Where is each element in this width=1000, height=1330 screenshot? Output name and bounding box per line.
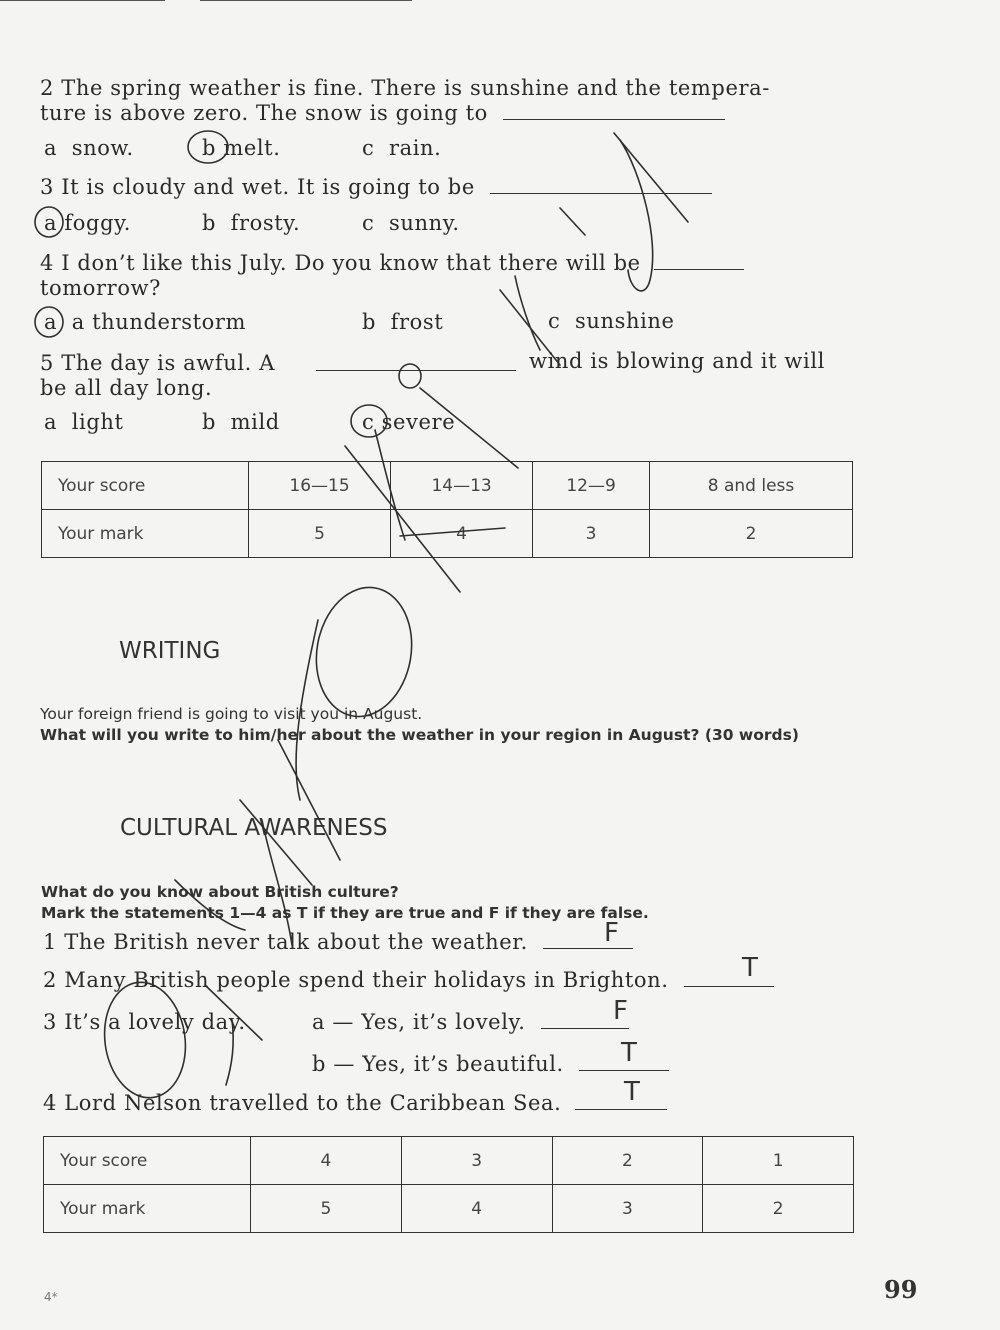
score-table-vocabulary xyxy=(41,461,853,558)
writing-prompt: Your foreign friend is going to visit you in August. xyxy=(40,705,423,723)
q5-option-c: c severe xyxy=(362,410,456,434)
statement-1-answer: F xyxy=(604,918,619,948)
table-cell: 1 xyxy=(703,1137,854,1185)
q4-line1 xyxy=(40,251,744,275)
q5-line1b: wind is blowing and it will xyxy=(529,349,825,373)
q3-answer-blank xyxy=(490,175,712,194)
q3-option-c: c sunny. xyxy=(362,211,460,235)
q5-option-b: b mild xyxy=(202,410,280,434)
q5-answer-blank xyxy=(316,352,516,371)
statement-2: 2 Many British people spend their holidays in Brighton. xyxy=(43,968,774,992)
table-cell: 14—13 xyxy=(391,462,533,510)
q3-line1-text: 3 It is cloudy and wet. It is going to be xyxy=(40,175,475,199)
statement-3a: a — Yes, it’s lovely. xyxy=(312,1010,629,1034)
cultural-instruction-1: What do you know about British culture? xyxy=(41,883,399,901)
footer-mark: 4* xyxy=(44,1290,58,1304)
scribble-stroke xyxy=(515,276,540,350)
q4-option-c: c sunshine xyxy=(548,309,675,333)
q2-option-c: c rain. xyxy=(362,136,442,160)
statement-1: 1 The British never talk about the weather. xyxy=(43,930,633,954)
table-cell: 2 xyxy=(552,1137,703,1185)
table-cell: 16—15 xyxy=(249,462,391,510)
table-cell: 2 xyxy=(650,510,853,558)
q5-line2: be all day long. xyxy=(40,376,213,400)
table-row xyxy=(44,1137,854,1185)
table-row xyxy=(44,1185,854,1233)
q4-line2: tomorrow? xyxy=(40,276,161,300)
q3-option-b: b frosty. xyxy=(202,211,301,235)
table-cell: 12—9 xyxy=(533,462,650,510)
statement-4-answer: T xyxy=(624,1077,640,1107)
statement-2-answer: T xyxy=(742,953,758,983)
table-cell: 4 xyxy=(391,510,533,558)
q2-option-b: b melt. xyxy=(202,136,281,160)
statement-1-blank xyxy=(543,930,633,949)
scribble-big-oval xyxy=(306,580,421,724)
statement-4: 4 Lord Nelson travelled to the Caribbean Sea. xyxy=(43,1091,667,1115)
q5-line1a: 5 The day is awful. A xyxy=(40,351,275,375)
statement-4-blank xyxy=(575,1091,667,1110)
scribble-oval-lower xyxy=(97,977,192,1103)
table-cell: 2 xyxy=(703,1185,854,1233)
statement-3a-answer: F xyxy=(613,996,628,1026)
scribble-stroke xyxy=(240,800,312,885)
table-cell-label: Your mark xyxy=(42,510,249,558)
top-edge-line xyxy=(200,0,412,1)
table-cell-label: Your score xyxy=(44,1137,251,1185)
q4-answer-blank xyxy=(654,251,744,270)
q4-option-a: a a thunderstorm xyxy=(44,310,247,334)
page-number: 99 xyxy=(884,1275,918,1304)
q2-line2-text: ture is above zero. The snow is going to xyxy=(40,101,488,125)
table-cell: 3 xyxy=(552,1185,703,1233)
scribble-stroke xyxy=(278,740,340,860)
table-cell: 8 and less xyxy=(650,462,853,510)
writing-heading: WRITING xyxy=(119,638,221,664)
statement-2-blank xyxy=(684,968,774,987)
table-cell-label: Your mark xyxy=(44,1185,251,1233)
table-cell: 5 xyxy=(249,510,391,558)
cultural-heading: CULTURAL AWARENESS xyxy=(120,815,388,841)
table-row xyxy=(42,510,853,558)
q4-option-b: b frost xyxy=(362,310,444,334)
table-row xyxy=(42,462,853,510)
scribble-stroke xyxy=(560,208,585,235)
statement-3b: b — Yes, it’s beautiful. xyxy=(312,1052,669,1076)
table-cell: 3 xyxy=(533,510,650,558)
table-cell: 4 xyxy=(401,1185,552,1233)
top-edge-line xyxy=(0,0,165,1)
writing-question: What will you write to him/her about the weather in your region in August? (30 words) xyxy=(40,726,799,744)
table-cell: 4 xyxy=(251,1137,402,1185)
q2-line2 xyxy=(40,101,725,125)
score-table-cultural xyxy=(43,1136,854,1233)
table-cell-label: Your score xyxy=(42,462,249,510)
q4-line1-text: 4 I don’t like this July. Do you know that there will be xyxy=(40,251,641,275)
q2-option-a: a snow. xyxy=(44,136,134,160)
q5-option-a: a light xyxy=(44,410,124,434)
table-cell: 5 xyxy=(251,1185,402,1233)
q2-line1: 2 The spring weather is fine. There is sunshine and the tempera- xyxy=(40,76,770,100)
cultural-instruction-2: Mark the statements 1—4 as T if they are true and F if they are false. xyxy=(41,904,649,922)
statement-3: 3 It’s a lovely day. xyxy=(43,1010,246,1034)
statement-3b-answer: T xyxy=(621,1038,637,1068)
q3-option-a: a foggy. xyxy=(44,211,132,235)
table-cell: 3 xyxy=(401,1137,552,1185)
q3-line1 xyxy=(40,175,712,199)
q2-answer-blank xyxy=(503,101,725,120)
